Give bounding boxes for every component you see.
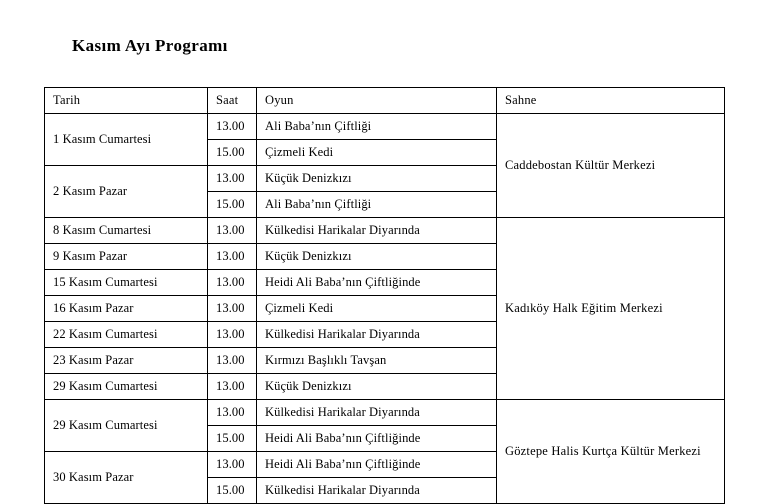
cell-date: 16 Kasım Pazar <box>45 296 208 322</box>
cell-time: 15.00 <box>208 478 257 504</box>
table-row <box>45 218 725 244</box>
cell-play: Külkedisi Harikalar Diyarında <box>257 218 497 244</box>
cell-time: 13.00 <box>208 452 257 478</box>
cell-time: 15.00 <box>208 140 257 166</box>
cell-time: 13.00 <box>208 166 257 192</box>
column-header-time: Saat <box>208 88 257 114</box>
cell-play: Külkedisi Harikalar Diyarında <box>257 400 497 426</box>
cell-play: Çizmeli Kedi <box>257 140 497 166</box>
table-row <box>45 400 725 426</box>
cell-play: Heidi Ali Baba’nın Çiftliğinde <box>257 426 497 452</box>
cell-time: 13.00 <box>208 374 257 400</box>
cell-date: 15 Kasım Cumartesi <box>45 270 208 296</box>
column-header-date: Tarih <box>45 88 208 114</box>
cell-time: 15.00 <box>208 192 257 218</box>
program-schedule-table <box>44 87 725 504</box>
cell-play: Ali Baba’nın Çiftliği <box>257 114 497 140</box>
cell-date: 22 Kasım Cumartesi <box>45 322 208 348</box>
cell-play: Küçük Denizkızı <box>257 374 497 400</box>
page-title: Kasım Ayı Programı <box>72 36 228 55</box>
cell-time: 13.00 <box>208 322 257 348</box>
cell-play: Çizmeli Kedi <box>257 296 497 322</box>
cell-play: Heidi Ali Baba’nın Çiftliğinde <box>257 270 497 296</box>
cell-date: 23 Kasım Pazar <box>45 348 208 374</box>
cell-date: 1 Kasım Cumartesi <box>45 114 208 166</box>
cell-venue: Caddebostan Kültür Merkezi <box>497 114 725 218</box>
cell-time: 13.00 <box>208 244 257 270</box>
cell-time: 13.00 <box>208 270 257 296</box>
cell-date: 8 Kasım Cumartesi <box>45 218 208 244</box>
cell-play: Külkedisi Harikalar Diyarında <box>257 322 497 348</box>
cell-time: 13.00 <box>208 348 257 374</box>
cell-date: 30 Kasım Pazar <box>45 452 208 504</box>
cell-time: 13.00 <box>208 114 257 140</box>
cell-date: 2 Kasım Pazar <box>45 166 208 218</box>
table-header-row <box>45 88 725 114</box>
table-row <box>45 114 725 140</box>
cell-play: Külkedisi Harikalar Diyarında <box>257 478 497 504</box>
cell-play: Küçük Denizkızı <box>257 244 497 270</box>
cell-date: 29 Kasım Cumartesi <box>45 400 208 452</box>
cell-time: 13.00 <box>208 400 257 426</box>
cell-venue: Kadıköy Halk Eğitim Merkezi <box>497 218 725 400</box>
cell-time: 13.00 <box>208 296 257 322</box>
column-header-play: Oyun <box>257 88 497 114</box>
cell-time: 13.00 <box>208 218 257 244</box>
table-body <box>45 88 725 504</box>
cell-play: Heidi Ali Baba’nın Çiftliğinde <box>257 452 497 478</box>
cell-play: Küçük Denizkızı <box>257 166 497 192</box>
cell-play: Ali Baba’nın Çiftliği <box>257 192 497 218</box>
cell-date: 29 Kasım Cumartesi <box>45 374 208 400</box>
cell-venue: Göztepe Halis Kurtça Kültür Merkezi <box>497 400 725 504</box>
cell-time: 15.00 <box>208 426 257 452</box>
column-header-venue: Sahne <box>497 88 725 114</box>
cell-play: Kırmızı Başlıklı Tavşan <box>257 348 497 374</box>
cell-date: 9 Kasım Pazar <box>45 244 208 270</box>
